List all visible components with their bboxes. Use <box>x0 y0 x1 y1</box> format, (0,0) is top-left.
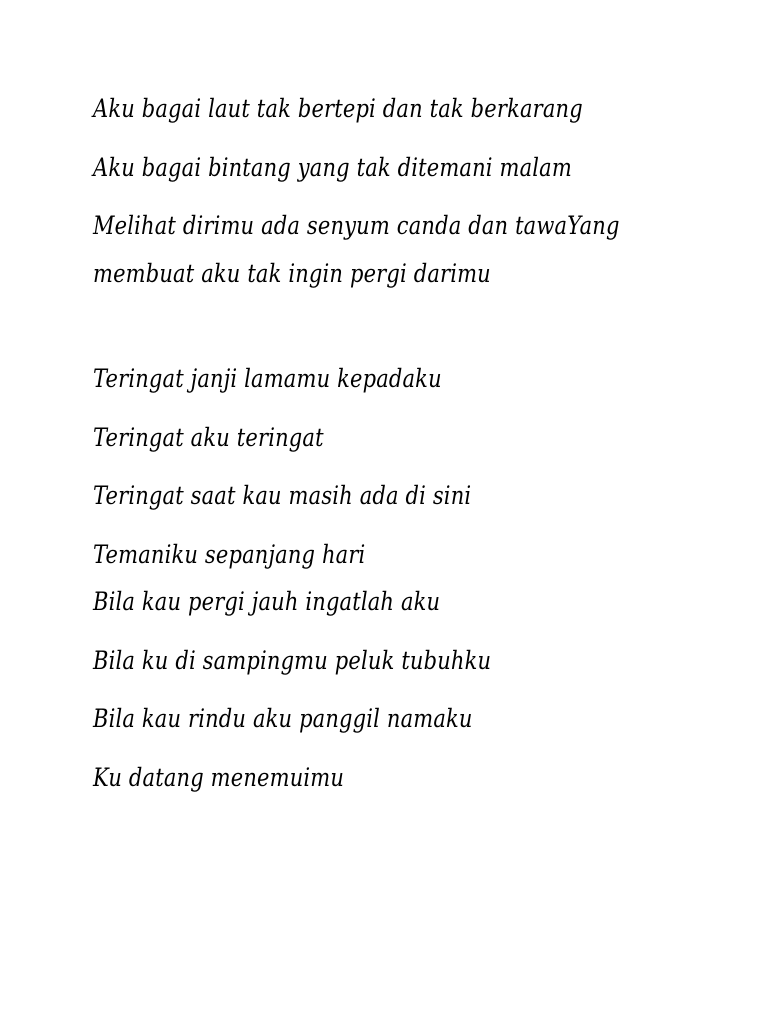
lyric-line-4: membuat aku tak ingin pergi darimu <box>93 259 491 288</box>
lyric-line-2: Aku bagai bintang yang tak ditemani malam <box>93 153 572 182</box>
lyric-line-6: Teringat aku teringat <box>93 423 324 452</box>
lyric-line-12: Ku datang menemuimu <box>93 763 345 792</box>
lyric-line-7: Teringat saat kau masih ada di sini <box>93 481 472 510</box>
lyric-line-5: Teringat janji lamamu kepadaku <box>93 364 442 393</box>
lyric-line-1: Aku bagai laut tak bertepi dan tak berkarang <box>93 94 583 123</box>
lyric-line-11: Bila kau rindu aku panggil namaku <box>93 704 473 733</box>
lyric-line-10: Bila ku di sampingmu peluk tubuhku <box>93 646 492 675</box>
lyric-line-3: Melihat dirimu ada senyum canda dan tawaYang <box>93 211 620 240</box>
lyric-line-8: Temaniku sepanjang hari <box>93 540 366 569</box>
lyric-line-9: Bila kau pergi jauh ingatlah aku <box>93 587 441 616</box>
